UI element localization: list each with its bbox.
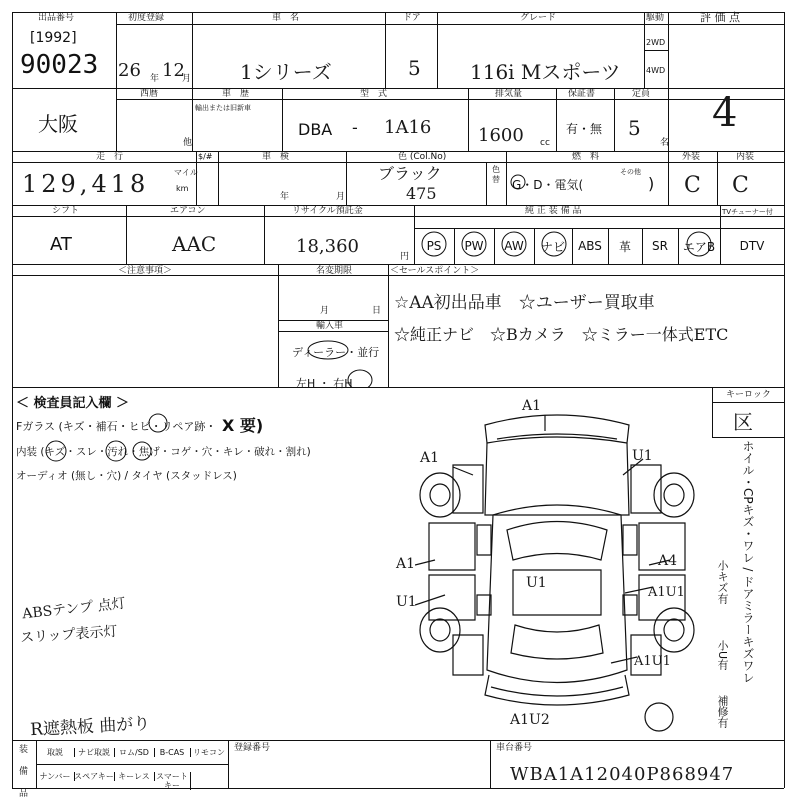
capacity-label: 定員 [632, 89, 651, 99]
mark-left-mid: A1 [396, 556, 416, 572]
vehicle-check-unit: 他 [183, 138, 193, 148]
sales-label: ＜セールスポイント＞ [390, 266, 480, 276]
fuel-other: その他 [620, 168, 641, 176]
meter-label: $/# [198, 152, 213, 161]
mark-right-door2: A1U1 [634, 654, 671, 669]
equipment-pw: PW [464, 239, 484, 253]
shift-value: AT [50, 234, 72, 255]
model-prefix: DBA [298, 120, 333, 139]
lot-number: 90023 [20, 50, 99, 80]
key-mark: 区 [733, 410, 753, 434]
interior-label: 内装 [736, 152, 755, 162]
side-repair: 補修有 [716, 695, 729, 728]
grade-value: 116i Mスポーツ [470, 60, 621, 84]
fuel-label: 燃 料 [572, 152, 600, 162]
equipment-circles [414, 226, 720, 266]
mark-left-front: A1 [420, 450, 440, 466]
drive-label: 駆動 [646, 13, 665, 23]
chassis-value: WBA1A12040P868947 [510, 764, 735, 785]
recycle-label: リサイクル預託金 [292, 206, 363, 216]
color-value: ブラック [378, 164, 442, 183]
acc-smart-key: スマートキー [154, 772, 191, 790]
acc-manual: 取説 [36, 748, 75, 757]
first-reg-month: 12 [162, 60, 185, 81]
capacity-value: 5 [628, 116, 641, 140]
acc-keyless: キーレス [114, 772, 155, 781]
audio-line: オーディオ (無し・穴) / タイヤ (スタッドレス) [16, 470, 237, 482]
mark-left-lower: U1 [396, 594, 417, 610]
score-label: 評 価 点 [700, 11, 740, 24]
car-name-value: 1シリーズ [240, 60, 332, 84]
car-name-label: 車 名 [272, 13, 300, 23]
acc-plate: ナンバー [36, 772, 75, 781]
vehicle-check-note: 輸出または旧新車 [195, 104, 251, 112]
recycle-value: 18,360 [296, 236, 359, 257]
note-abs: ABSテンプ 点灯 [21, 595, 127, 623]
ac-value: AAC [172, 232, 217, 256]
caution-label: ＜注意事項＞ [118, 266, 173, 276]
exterior-label: 外装 [682, 152, 701, 162]
drive-2wd: 2WD [646, 38, 666, 47]
acc-remote: リモコン [193, 748, 225, 757]
key-label: キーロック [726, 390, 771, 400]
capacity-unit: 名 [660, 138, 670, 148]
doors-value: 5 [408, 56, 421, 80]
name-change-month: 月 [320, 306, 330, 316]
exterior-value: C [684, 173, 701, 198]
dealer-label: ディーラー・並行 [292, 346, 380, 359]
doors-label: ドア [403, 13, 421, 23]
displacement-label: 排気量 [495, 89, 523, 99]
vehicle-check-label: 車 歴 [222, 89, 250, 99]
first-reg-label: 初度登録 [128, 13, 165, 23]
unit-km: km [176, 184, 189, 193]
ac-label: エアコン [170, 206, 206, 216]
steering-label: 左H ・ 右H [296, 377, 353, 390]
acc-spare-key: スペアキー [74, 772, 114, 781]
import-label: 輸入車 [316, 321, 344, 331]
side-text: ホイル・CPキズ・ワレ / ドアミラーキズワレ [741, 440, 755, 684]
note-heat: R遮熱板 曲がり [29, 713, 151, 741]
color-code: 475 [406, 184, 437, 203]
interior-line: 内装 (キズ・スレ・汚れ・焦げ・コゲ・穴・キレ・破れ・割れ) [16, 446, 311, 458]
inspection-label: 車 検 [262, 152, 290, 162]
import-circles [300, 336, 390, 388]
color-label: 色 (Col.No) [398, 152, 447, 162]
equipment-label: 純 正 装 備 品 [525, 206, 582, 216]
mark-right-door1: A1U1 [648, 585, 685, 600]
inspection-marks [16, 408, 376, 478]
sales-line1: ☆AA初出品車 ☆ユーザー買取車 [394, 293, 655, 313]
equipment-aw: AW [504, 239, 524, 253]
mark-center: U1 [526, 575, 547, 591]
mileage-label: 走 行 [96, 152, 124, 162]
mark-front: A1 [522, 398, 542, 414]
acc-nav-manual: ナビ取説 [74, 748, 115, 757]
first-reg-value: 26 [118, 60, 141, 81]
reg-number-label: 登録番号 [234, 743, 271, 753]
region: 大阪 [38, 112, 78, 136]
inspection-year-unit: 年 [280, 192, 290, 202]
equipment-sr: SR [652, 239, 668, 253]
equipment-leather: 革 [618, 239, 631, 254]
name-change-label: 名変期限 [316, 266, 353, 276]
name-change-day: 日 [372, 306, 382, 316]
glass-mark: X 要) [222, 416, 264, 435]
inspection-month-unit: 月 [336, 192, 346, 202]
fuel-close: ) [648, 174, 655, 193]
acc-bcas: B-CAS [154, 748, 191, 757]
glass-line: Fガラス (キズ・補石・ヒビ・リペア跡・ [16, 420, 217, 433]
model-dash: - [352, 118, 358, 137]
model-value: 1A16 [384, 117, 432, 138]
model-label: 型 式 [360, 89, 388, 99]
first-reg-year-unit: 年 [150, 74, 160, 84]
accessories-label: 装 備 品 [17, 744, 27, 799]
note-slip: スリップ表示灯 [19, 623, 118, 647]
warranty-value: 有・無 [566, 122, 603, 136]
mark-rear: A1U2 [510, 712, 550, 728]
side-small2: 小U有 [716, 640, 729, 671]
drive-4wd: 4WD [646, 66, 666, 75]
year-code: [1992] [30, 30, 77, 46]
color-change-label: 色替 [492, 165, 500, 184]
chassis-label: 車台番号 [496, 743, 533, 753]
origin-label: 西暦 [140, 89, 159, 99]
equipment-ps: PS [426, 239, 442, 253]
mark-right-front: U1 [632, 448, 653, 464]
unit-mile: マイル [174, 168, 198, 177]
tv-label: TVチューナー付 [722, 208, 773, 216]
mileage-value: 129,418 [22, 170, 150, 198]
displacement-value: 1600 [478, 125, 524, 146]
fuel-gas-circle [508, 172, 528, 192]
interior-value: C [732, 173, 749, 198]
score-value: 4 [712, 90, 738, 136]
equipment-navi: ナビ [540, 239, 565, 254]
lot-label: 出品番号 [38, 13, 75, 23]
displacement-unit: cc [540, 138, 550, 148]
inspection-title: ＜ 検査員記入欄 ＞ [16, 396, 130, 411]
acc-rom-sd: ロム/SD [114, 748, 155, 757]
equipment-dtv: DTV [739, 239, 765, 253]
equipment-airbag: エアB [682, 239, 716, 254]
warranty-label: 保証書 [568, 89, 596, 99]
grade-label: グレード [520, 13, 557, 23]
mark-right-a4: A4 [658, 553, 678, 569]
equipment-abs: ABS [578, 239, 602, 253]
recycle-unit: 円 [400, 252, 410, 262]
sales-line2: ☆純正ナビ ☆Bカメラ ☆ミラー一体式ETC [394, 325, 729, 344]
side-small1: 小キズ有 [716, 560, 729, 604]
shift-label: シフト [52, 206, 80, 216]
fuel-options: G・D・電気( [512, 178, 584, 192]
first-reg-month-unit: 月 [182, 74, 192, 84]
